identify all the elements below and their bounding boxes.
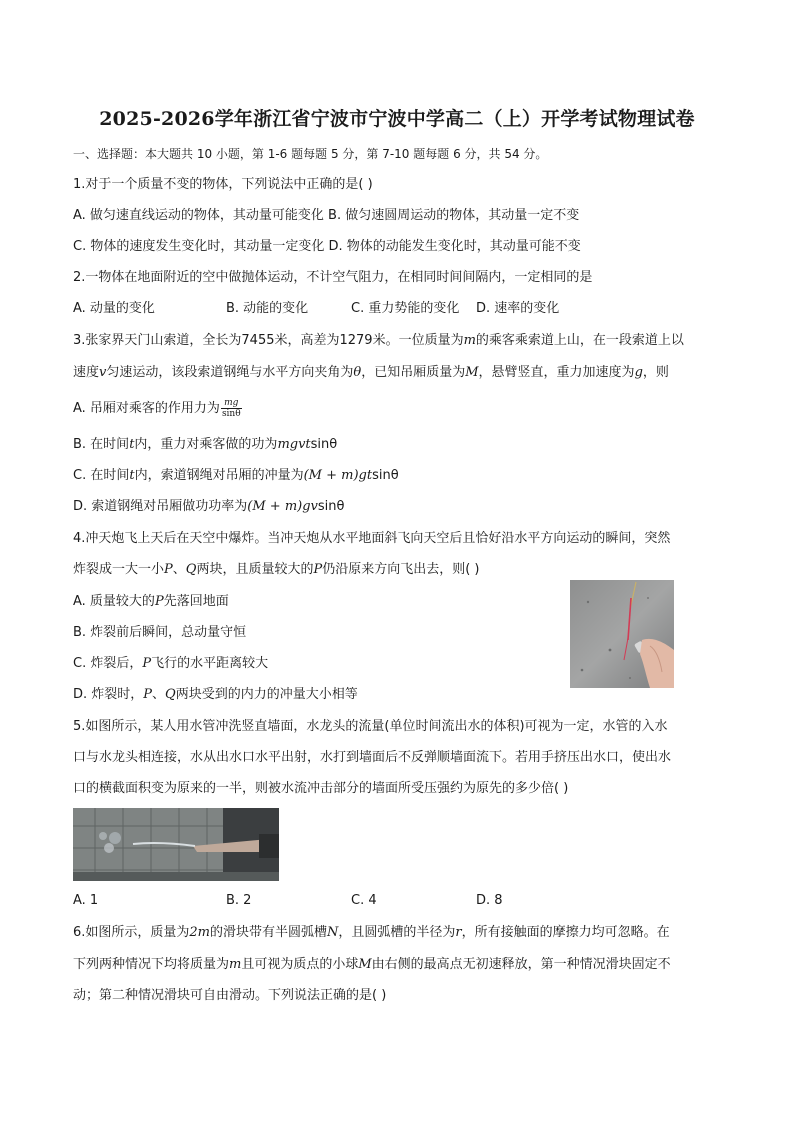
q4-option-a: A. 质量较大的P先落回地面 <box>73 594 229 609</box>
q1-stem: 1.对于一个质量不变的物体，下列说法中正确的是( ) <box>73 177 373 192</box>
q3-option-c: C. 在时间t内，索道钢绳对吊厢的冲量为(M + m)gtsinθ <box>73 468 399 483</box>
firework-photo <box>570 580 674 688</box>
q2-option-c: C. 重力势能的变化 <box>351 301 460 316</box>
q3-option-d: D. 索道钢绳对吊厢做功功率为(M + m)gvsinθ <box>73 499 345 514</box>
q3-option-a: A. 吊厢对乘客的作用力为 $\frac{mg}{\sin\theta}$ <box>73 398 241 419</box>
q4-option-c: C. 炸裂后，P飞行的水平距离较大 <box>73 656 269 671</box>
q6-stem-line1: 6.如图所示，质量为2m的滑块带有半圆弧槽N，且圆弧槽的半径为r，所有接触面的摩擦力均可忽略。在 <box>73 925 670 940</box>
section-header: 一、选择题：本大题共 10 小题，第 1-6 题每题 5 分，第 7-10 题每题 6 分，共 54 分。 <box>73 147 548 161</box>
water-hose-photo <box>73 808 279 881</box>
q2-option-a: A. 动量的变化 <box>73 301 155 316</box>
q5-option-b: B. 2 <box>226 893 252 908</box>
q5-stem-line3: 口的横截面积变为原来的一半，则被水流冲击部分的墙面所受压强约为原先的多少倍( ) <box>73 781 569 796</box>
q5-stem-line1: 5.如图所示，某人用水管冲洗竖直墙面，水龙头的流量(单位时间流出水的体积)可视为一定，水管的入水 <box>73 719 668 734</box>
q3-stem-line2: 速度v匀速运动，该段索道钢绳与水平方向夹角为θ，已知吊厢质量为M，悬臂竖直，重力加速度为g，则 <box>73 365 669 380</box>
q4-option-d: D. 炸裂时，P、Q两块受到的内力的冲量大小相等 <box>73 687 358 702</box>
q5-stem-line2: 口与水龙头相连接，水从出水口水平出射，水打到墙面后不反弹顺墙面流下。若用手挤压出水口，使出水 <box>73 750 672 765</box>
q2-option-d: D. 速率的变化 <box>476 301 560 316</box>
q5-option-a: A. 1 <box>73 893 99 908</box>
page-title: 2025-2026学年浙江省宁波市宁波中学高二（上）开学考试物理试卷 <box>99 108 695 130</box>
q1-options-cd: C. 物体的速度发生变化时，其动量一定变化 D. 物体的动能发生变化时，其动量可能不变 <box>73 239 581 254</box>
q4-option-b: B. 炸裂前后瞬间，总动量守恒 <box>73 625 247 640</box>
q6-stem-line3: 动；第二种情况滑块可自由滑动。下列说法正确的是( ) <box>73 988 387 1003</box>
q2-option-b: B. 动能的变化 <box>226 301 309 316</box>
q3-option-b: B. 在时间t内，重力对乘客做的功为mgvtsinθ <box>73 437 338 452</box>
q3-fraction: $\frac{mg}{\sin\theta}$ <box>221 398 241 419</box>
q6-stem-line2: 下列两种情况下均将质量为m且可视为质点的小球M由右侧的最高点无初速释放，第一种情况滑块固定不 <box>73 957 671 972</box>
q5-option-c: C. 4 <box>351 893 377 908</box>
q4-stem-line2: 炸裂成一大一小P、Q两块，且质量较大的P仍沿原来方向飞出去，则( ) <box>73 562 480 577</box>
q1-options-ab: A. 做匀速直线运动的物体，其动量可能变化 B. 做匀速圆周运动的物体，其动量一定不变 <box>73 208 580 223</box>
q4-stem-line1: 4.冲天炮飞上天后在天空中爆炸。当冲天炮从水平地面斜飞向天空后且恰好沿水平方向运动的瞬间，突然 <box>73 531 671 546</box>
q3-stem-line1: 3.张家界天门山索道，全长为7455米，高差为1279米。一位质量为m的乘客乘索道上山，在一段索道上以 <box>73 333 684 348</box>
q2-stem: 2.一物体在地面附近的空中做抛体运动，不计空气阻力，在相同时间间隔内，一定相同的是 <box>73 270 593 285</box>
q5-option-d: D. 8 <box>476 893 503 908</box>
